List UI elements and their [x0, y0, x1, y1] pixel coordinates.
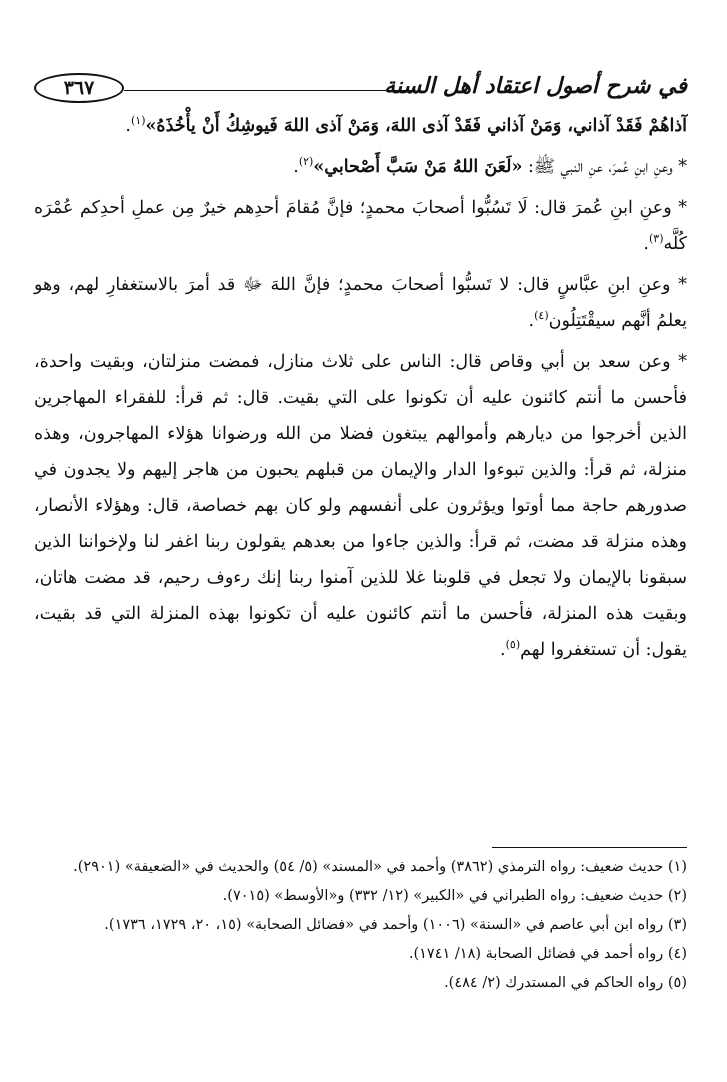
main-text	[34, 108, 687, 673]
hadith-text: «لَعَنَ اللهُ مَنْ سَبَّ أَصْحابي»	[313, 157, 523, 177]
footnote-ref: (١)	[130, 114, 146, 128]
punctuation: .	[643, 234, 649, 254]
footnote-ref: (٤)	[534, 309, 549, 323]
running-title: في شرح أصول اعتقاد أهل السنة	[384, 73, 687, 99]
footnote-ref: (٣)	[648, 232, 664, 246]
narration-text: * وعنِ ابنِ عبَّاسٍ قال: لا تَسبُّوا أصحابَ محمدٍ؛ فإنَّ اللهَ ﷻ قد أمرَ بالاستغفارِ لهم، وهو يعلمُ أنَّهم سيقْتَتِلُون	[34, 275, 687, 331]
paragraph	[34, 190, 687, 262]
paragraph	[34, 108, 687, 144]
header-rule	[124, 90, 412, 91]
footnote: (٤) رواه أحمد في فضائل الصحابة (١٨/ ١٧٤١).	[408, 946, 687, 962]
footnote-separator	[492, 847, 687, 848]
footnote: (٥) رواه الحاكم في المستدرك (٢/ ٤٨٤).	[444, 975, 687, 991]
page-number-badge	[34, 73, 124, 103]
narration-text: * وعنِ ابنِ عُمرَ قال: لَا تَسُبُّوا أصحابَ محمدٍ؛ فإنَّ مُقامَ أحدِهم خيرٌ مِن عملِ أحدِكم عُمْرَه كُلَّه	[34, 198, 687, 254]
page-number: ٣٦٧	[63, 77, 95, 99]
footnote: (٢) حديث ضعيف: رواه الطبراني في «الكبير» (١٢/ ٣٣٢) و«الأوسط» (٧٠١٥).	[222, 888, 687, 904]
narration-text: * وعن سعد بن أبي وقاص قال: الناس على ثلاث منازل، فمضت منزلتان، وبقيت واحدة، فأحسن ما أنتم كائنون عليه أن تكونوا على التي بقيت. قال: ثم قرأ: للفقراء المهاجرين الذين أخرجوا من ديارهم وأموالهم يبتغون فضلا من الله ورضوانا هؤلاء المهاجرون، وهذه منزلة، ثم قرأ: والذين تبوءوا الدار والإيمان من قبلهم يحبون من هاجر إليهم ولا يجدون في صدورهم حاجة مما أوتوا ويؤثرون على أنفسهم ولو كان بهم خصاصة، قال: وهؤلاء الأنصار، وهذه منزلة قد مضت، ثم قرأ: والذين جاءوا من بعدهم يقولون ربنا اغفر لنا ولإخواننا الذين سبقونا بالإيمان ولا تجعل في قلوبنا غلا للذين آمنوا ربنا إنك رءوف رحيم، قد مضت هاتان، وبقيت هذه المنزلة، فأحسن ما أنتم كائنون عليه أن تكونوا بهذه المنزلة التي قد بقيت، يقول: أن تستغفروا لهم	[34, 352, 688, 660]
footnote: (١) حديث ضعيف: رواه الترمذي (٣٨٦٢) وأحمد في «المسند» (٥/ ٥٤) والحديث في «الضعيفة» (٢٩٠١).	[73, 859, 687, 875]
footnote-ref: (٥)	[505, 638, 521, 652]
punctuation: .	[125, 116, 131, 136]
paragraph	[34, 344, 687, 668]
footnote: (٣) رواه ابن أبي عاصم في «السنة» (١٠٠٦) وأحمد في «فضائل الصحابة» (١٥، ٢٠، ١٧٢٩، ١٧٣٦).	[104, 917, 687, 933]
narration-lead: * وعنِ ابنِ عُمرَ، عنِ النبي ﷺ:	[522, 157, 687, 177]
punctuation: .	[293, 157, 299, 177]
punctuation: .	[500, 640, 506, 660]
footnote-ref: (٢)	[298, 155, 314, 169]
page-header	[34, 66, 687, 110]
paragraph	[34, 149, 687, 185]
punctuation: .	[528, 311, 535, 331]
paragraph	[34, 267, 687, 339]
hadith-text: آذاهُمْ فَقَدْ آذاني، وَمَنْ آذاني فَقَدْ آذى اللهَ، وَمَنْ آذى اللهَ فَيوشِكُ أَنْ يأْخُذَهُ»	[145, 116, 687, 136]
footnotes	[34, 853, 687, 998]
